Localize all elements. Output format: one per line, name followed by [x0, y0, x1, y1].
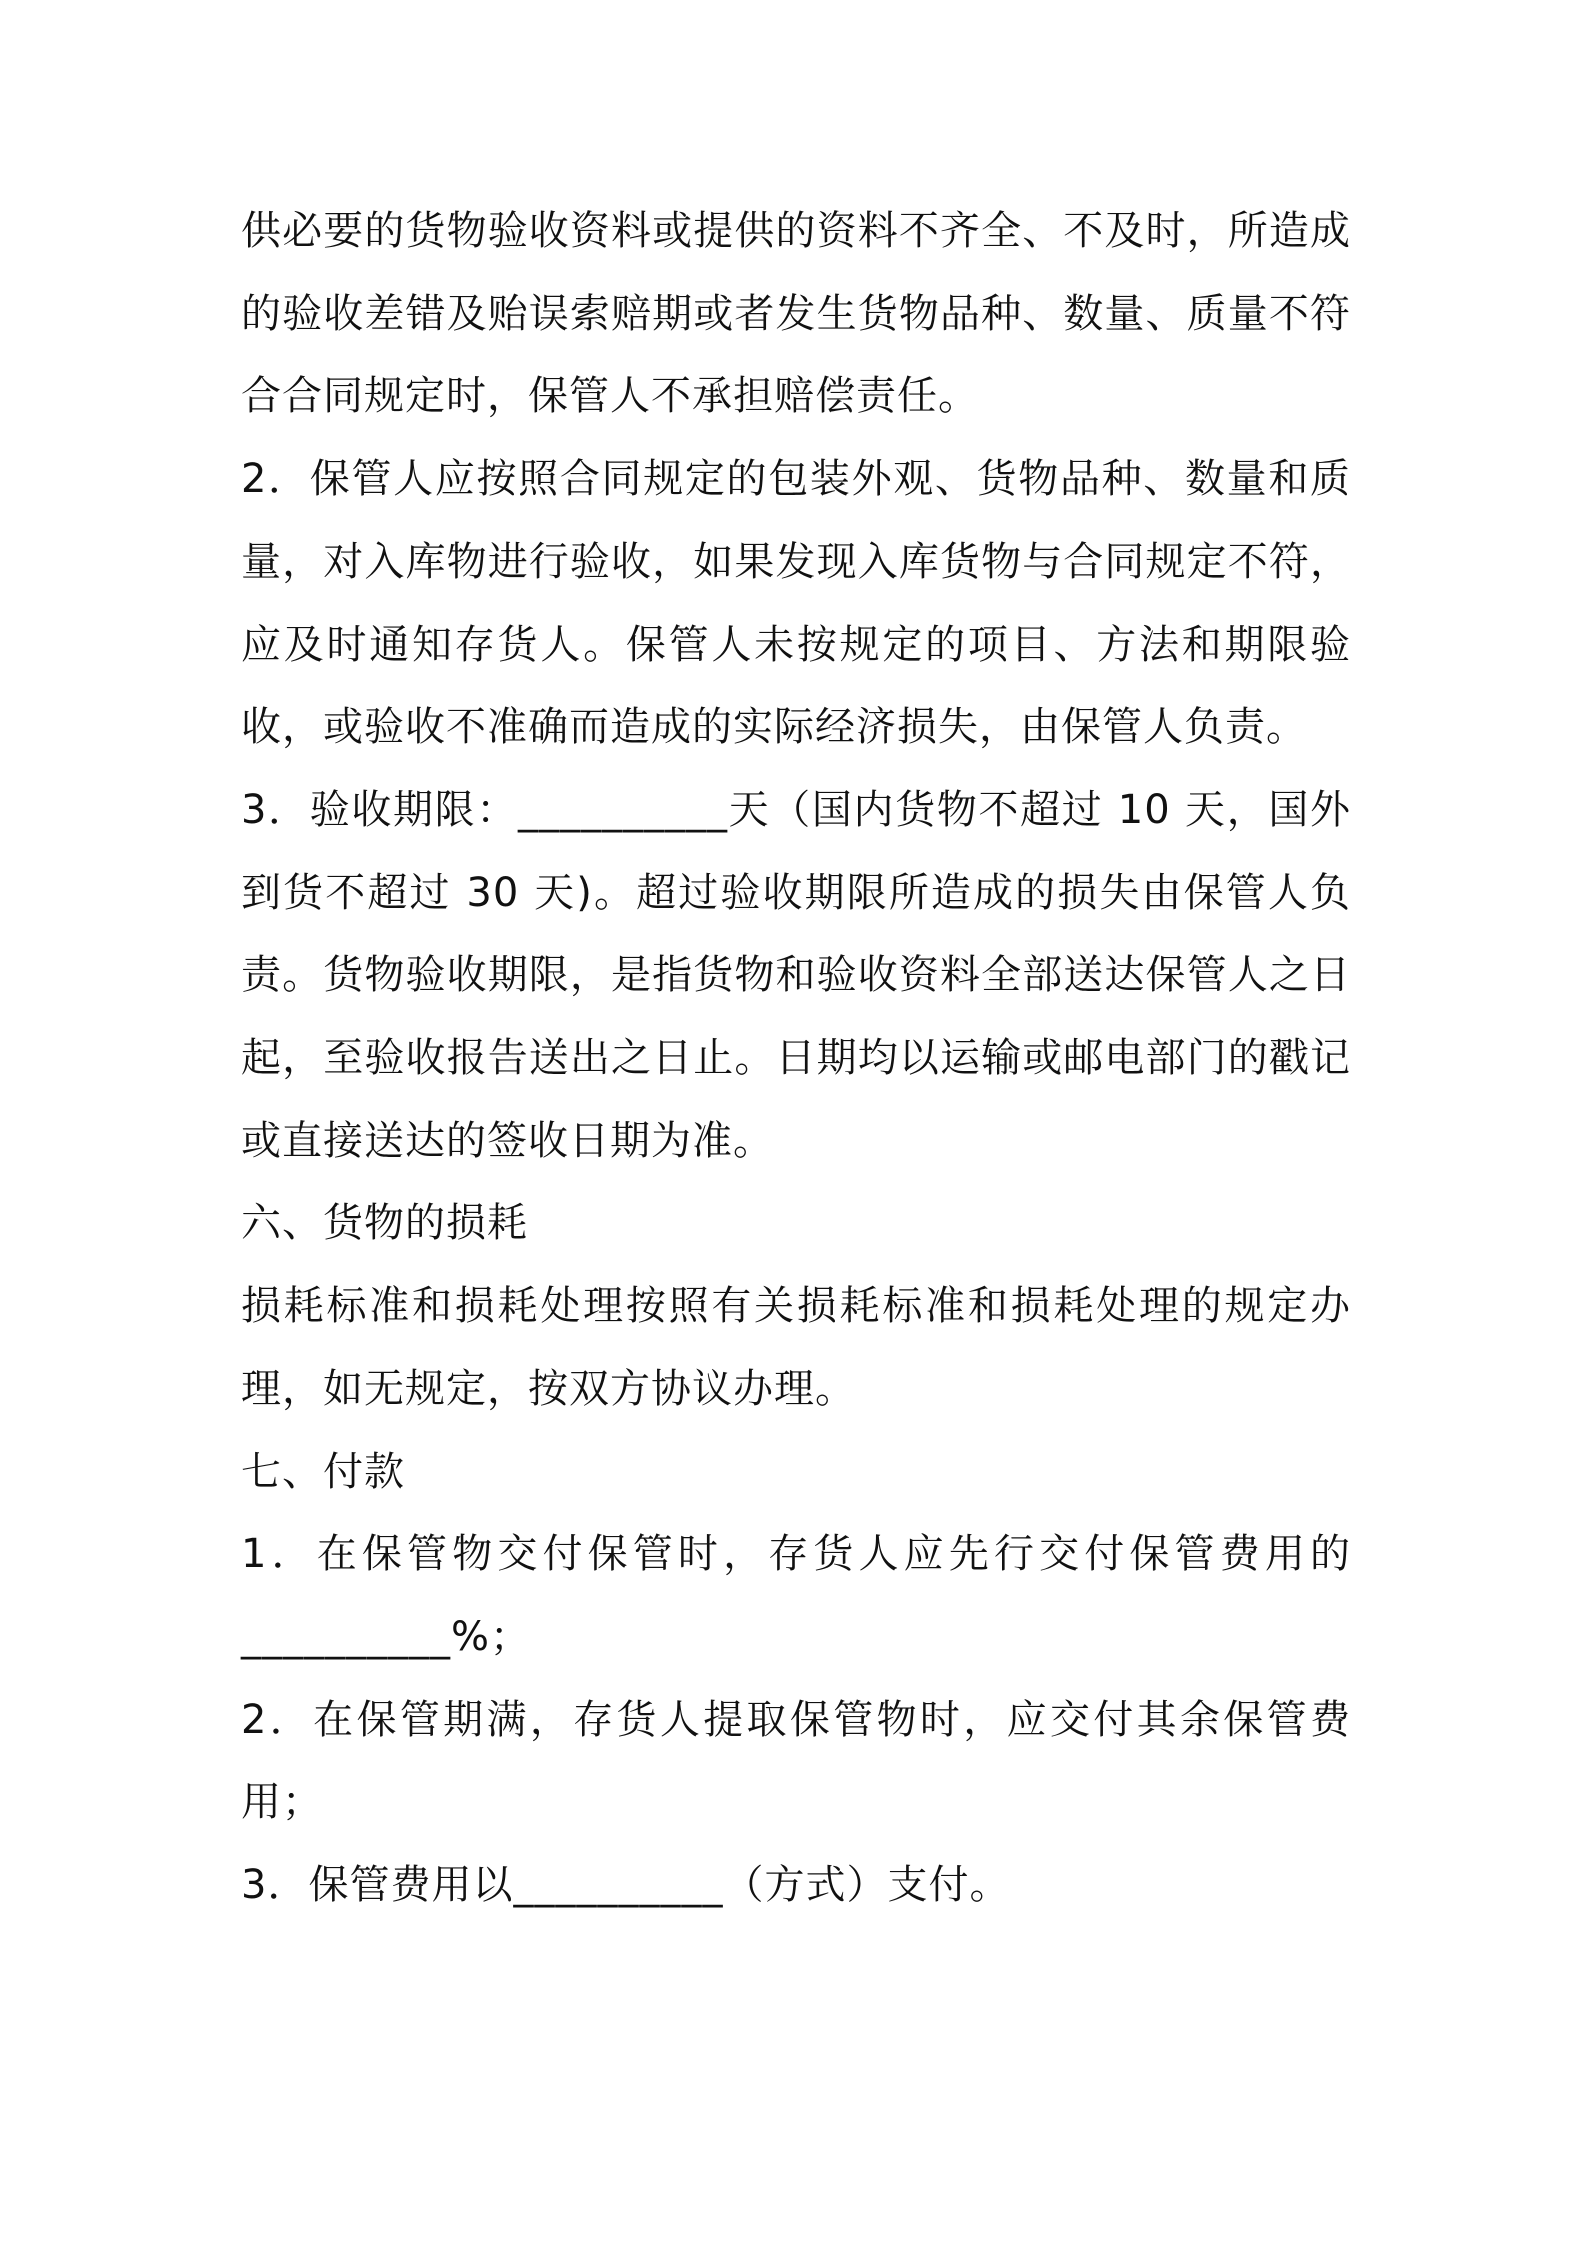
paragraph-payment-1: 1．在保管物交付保管时，存货人应先行交付保管费用的__________%；	[241, 1531, 1351, 1660]
paragraph-loss-handling: 损耗标准和损耗处理按照有关损耗标准和损耗处理的规定办理，如无规定，按双方协议办理。	[241, 1283, 1351, 1412]
section-heading-goods-loss: 六、货物的损耗	[241, 1200, 528, 1247]
paragraph-payment-3: 3．保管费用以__________（方式）支付。	[241, 1862, 1011, 1909]
paragraph-clause-2-inspection: 2．保管人应按照合同规定的包装外观、货物品种、数量和质量，对入库物进行验收，如果发现入库货物与合同规定不符，应及时通知存货人。保管人未按规定的项目、方法和期限验收，或验收不准确而造成的实际经济损失，由保管人负责。	[241, 456, 1351, 751]
paragraph-acceptance-liability: 供必要的货物验收资料或提供的资料不齐全、不及时，所造成的验收差错及贻误索赔期或者发生货物品种、数量、质量不符合合同规定时，保管人不承担赔偿责任。	[241, 208, 1351, 420]
paragraph-clause-3-inspection-period: 3．验收期限：__________天（国内货物不超过 10 天，国外到货不超过 30 天)。超过验收期限所造成的损失由保管人负责。货物验收期限，是指货物和验收资料全部送达保管人之日起，至验收报告送出之日止。日期均以运输或邮电部门的戳记或直接送达的签收日期为准。	[241, 786, 1351, 1164]
document-body	[241, 190, 1351, 1927]
section-heading-payment: 七、付款	[241, 1448, 405, 1495]
paragraph-payment-2: 2．在保管期满，存货人提取保管物时，应交付其余保管费用；	[241, 1696, 1351, 1826]
